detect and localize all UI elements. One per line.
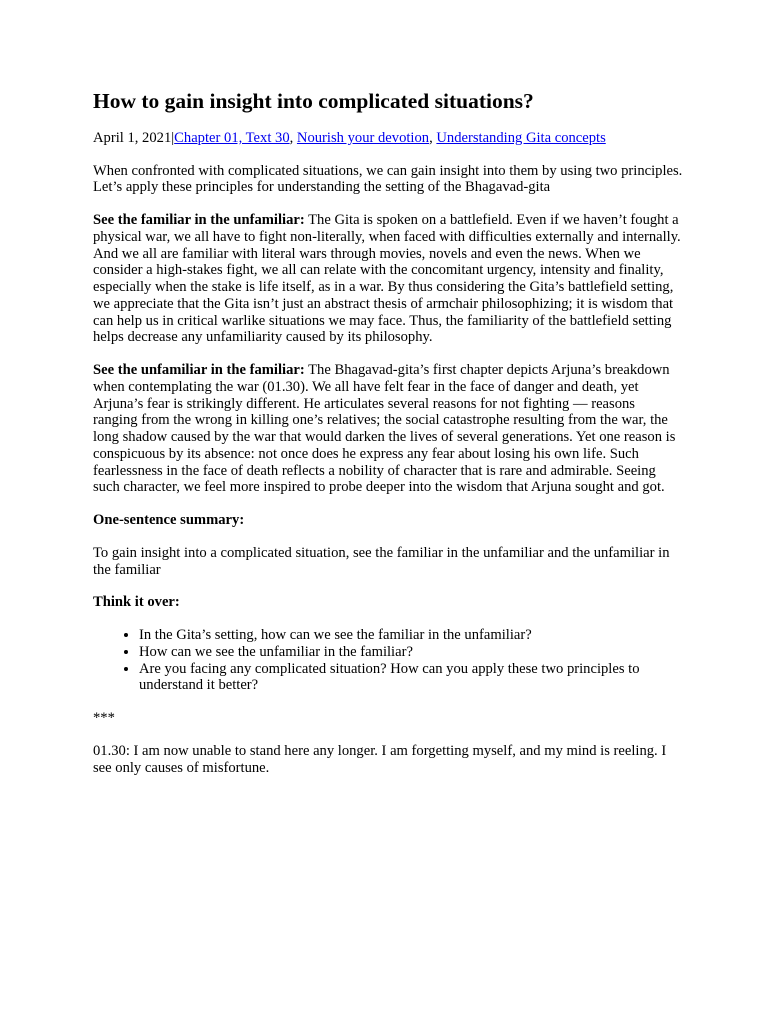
intro-paragraph: When confronted with complicated situations, we can gain insight into them by using two principles. Let’s apply these principles for understanding the setting of the Bhagavad-gita bbox=[93, 162, 683, 196]
divider-asterisks: *** bbox=[93, 710, 115, 727]
category-comma: , bbox=[429, 129, 437, 146]
think-heading bbox=[93, 594, 683, 611]
verse-text: 01.30: I am now unable to stand here any longer. I am forgetting myself, and my mind is reeling. I see only causes of misfortune. bbox=[93, 742, 667, 776]
list-item: • Are you facing any complicated situation? How can you apply these two principles to understand it better? bbox=[139, 661, 683, 695]
summary-heading-text: One-sentence summary: bbox=[93, 512, 245, 529]
list-item: • In the Gita’s setting, how can we see the familiar in the unfamiliar? bbox=[139, 627, 683, 644]
category-link-understanding-gita-concepts[interactable]: Understanding Gita concepts bbox=[436, 129, 606, 146]
section-heading: See the unfamiliar in the familiar: bbox=[93, 362, 305, 379]
section-familiar-in-unfamiliar bbox=[93, 212, 683, 346]
meta-separator: | bbox=[171, 129, 175, 146]
list-item: • How can we see the unfamiliar in the familiar? bbox=[139, 644, 683, 661]
section-body: The Bhagavad-gita’s first chapter depicts Arjuna’s breakdown when contemplating the war (01.30). We all have felt fear in the face of danger and death, yet Arjuna’s fear is strikingly different. He articulates several reasons for not fighting — reasons ranging from the wrong in killing one’s relatives; the social catastrophe resulting from the war, the long shadow caused by the war that would darken the lives of several generations. Yet one reason is conspicuous by its absence: not once does he express any fear about losing his own life. Such fearlessness in the face of death reflects a nobility of character that is rare and admirable. Seeing such character, we feel more inspired to probe deeper into the wisdom that Arjuna sought and got. bbox=[93, 362, 676, 496]
think-heading-text: Think it over: bbox=[93, 594, 180, 611]
think-list bbox=[93, 627, 683, 694]
article-meta bbox=[93, 130, 675, 147]
category-link-chapter-01-text-30[interactable]: Chapter 01, Text 30 bbox=[174, 129, 290, 146]
section-body: The Gita is spoken on a battlefield. Even if we haven’t fought a physical war, we all have to fight non-literally, when faced with difficulties externally and internally. And we all are familiar with literal wars through movies, novels and even the news. When we consider a high-stakes fight, we all can relate with the concomitant urgency, intensity and finality, especially when the stake is life itself, as in a war. By thus considering the Gita’s battlefield setting, we appreciate that the Gita isn’t just an abstract thesis of armchair philosophizing; it is wisdom that can help us in critical warlike situations we may face. Thus, the familiarity of the battlefield setting helps decrease any unfamiliarity caused by its philosophy. bbox=[93, 212, 681, 346]
summary-text: To gain insight into a complicated situation, see the familiar in the unfamiliar and the unfamiliar in the familiar bbox=[93, 544, 670, 578]
section-heading: See the familiar in the unfamiliar: bbox=[93, 212, 305, 229]
article-title: How to gain insight into complicated situations? bbox=[93, 89, 534, 113]
summary-heading bbox=[93, 512, 683, 529]
section-unfamiliar-in-familiar bbox=[93, 362, 683, 496]
category-comma: , bbox=[289, 129, 297, 146]
category-link-nourish-your-devotion[interactable]: Nourish your devotion bbox=[296, 129, 430, 146]
post-date: April 1, 2021 bbox=[93, 129, 172, 146]
